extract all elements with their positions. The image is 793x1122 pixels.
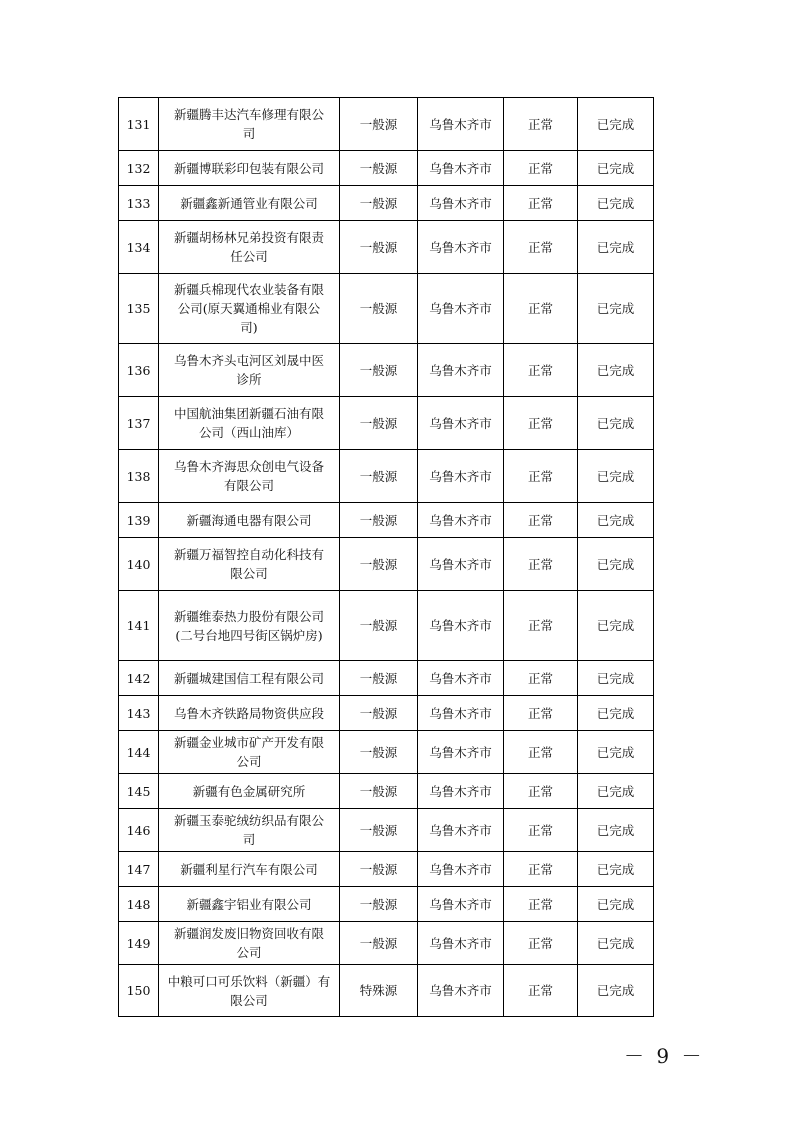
row-number-cell: 134 — [119, 221, 159, 274]
source-type-cell: 特殊源 — [340, 965, 418, 1017]
organization-name-cell: 新疆腾丰达汽车修理有限公 司 — [159, 98, 340, 151]
completion-status-cell: 已完成 — [578, 344, 654, 397]
status-cell: 正常 — [504, 344, 578, 397]
status-cell: 正常 — [504, 887, 578, 922]
table-row — [119, 774, 654, 809]
status-cell: 正常 — [504, 661, 578, 696]
row-number-cell: 135 — [119, 274, 159, 344]
city-cell: 乌鲁木齐市 — [418, 774, 504, 809]
completion-status-cell: 已完成 — [578, 151, 654, 186]
city-cell: 乌鲁木齐市 — [418, 98, 504, 151]
city-cell: 乌鲁木齐市 — [418, 503, 504, 538]
city-cell: 乌鲁木齐市 — [418, 274, 504, 344]
row-number-cell: 142 — [119, 661, 159, 696]
completion-status-cell: 已完成 — [578, 503, 654, 538]
city-cell: 乌鲁木齐市 — [418, 186, 504, 221]
organization-name-cell: 新疆利星行汽车有限公司 — [159, 852, 340, 887]
source-type-cell: 一般源 — [340, 450, 418, 503]
status-cell: 正常 — [504, 503, 578, 538]
source-type-cell: 一般源 — [340, 809, 418, 852]
completion-status-cell: 已完成 — [578, 98, 654, 151]
table-row — [119, 661, 654, 696]
completion-status-cell: 已完成 — [578, 450, 654, 503]
row-number-cell: 148 — [119, 887, 159, 922]
completion-status-cell: 已完成 — [578, 731, 654, 774]
organization-name-cell: 新疆万福智控自动化科技有 限公司 — [159, 538, 340, 591]
table-row — [119, 591, 654, 661]
city-cell: 乌鲁木齐市 — [418, 591, 504, 661]
status-cell: 正常 — [504, 852, 578, 887]
source-type-cell: 一般源 — [340, 922, 418, 965]
source-type-cell: 一般源 — [340, 186, 418, 221]
organization-name-cell: 新疆维泰热力股份有限公司 (二号台地四号街区锅炉房) — [159, 591, 340, 661]
row-number-cell: 141 — [119, 591, 159, 661]
completion-status-cell: 已完成 — [578, 774, 654, 809]
table-row — [119, 503, 654, 538]
source-type-cell: 一般源 — [340, 503, 418, 538]
table-row — [119, 965, 654, 1017]
organization-name-cell: 新疆鑫宇铝业有限公司 — [159, 887, 340, 922]
table-row — [119, 151, 654, 186]
table-row — [119, 221, 654, 274]
status-cell: 正常 — [504, 538, 578, 591]
row-number-cell: 147 — [119, 852, 159, 887]
city-cell: 乌鲁木齐市 — [418, 696, 504, 731]
completion-status-cell: 已完成 — [578, 809, 654, 852]
organization-name-cell: 新疆有色金属研究所 — [159, 774, 340, 809]
table-row — [119, 922, 654, 965]
organization-name-cell: 新疆胡杨林兄弟投资有限责 任公司 — [159, 221, 340, 274]
completion-status-cell: 已完成 — [578, 965, 654, 1017]
completion-status-cell: 已完成 — [578, 852, 654, 887]
row-number-cell: 131 — [119, 98, 159, 151]
organization-name-cell: 新疆博联彩印包装有限公司 — [159, 151, 340, 186]
completion-status-cell: 已完成 — [578, 538, 654, 591]
row-number-cell: 143 — [119, 696, 159, 731]
status-cell: 正常 — [504, 774, 578, 809]
row-number-cell: 149 — [119, 922, 159, 965]
source-type-cell: 一般源 — [340, 696, 418, 731]
source-type-cell: 一般源 — [340, 221, 418, 274]
source-type-cell: 一般源 — [340, 852, 418, 887]
city-cell: 乌鲁木齐市 — [418, 965, 504, 1017]
organization-name-cell: 中粮可口可乐饮料（新疆）有 限公司 — [159, 965, 340, 1017]
row-number-cell: 136 — [119, 344, 159, 397]
source-type-cell: 一般源 — [340, 774, 418, 809]
completion-status-cell: 已完成 — [578, 887, 654, 922]
status-cell: 正常 — [504, 151, 578, 186]
completion-status-cell: 已完成 — [578, 591, 654, 661]
status-cell: 正常 — [504, 696, 578, 731]
organization-name-cell: 新疆玉泰驼绒纺织品有限公 司 — [159, 809, 340, 852]
status-cell: 正常 — [504, 591, 578, 661]
organization-name-cell: 乌鲁木齐海思众创电气设备 有限公司 — [159, 450, 340, 503]
completion-status-cell: 已完成 — [578, 397, 654, 450]
table-row — [119, 696, 654, 731]
row-number-cell: 138 — [119, 450, 159, 503]
table-row — [119, 98, 654, 151]
organization-name-cell: 新疆海通电器有限公司 — [159, 503, 340, 538]
completion-status-cell: 已完成 — [578, 221, 654, 274]
city-cell: 乌鲁木齐市 — [418, 809, 504, 852]
row-number-cell: 146 — [119, 809, 159, 852]
organization-name-cell: 新疆润发废旧物资回收有限 公司 — [159, 922, 340, 965]
organization-name-cell: 新疆城建国信工程有限公司 — [159, 661, 340, 696]
city-cell: 乌鲁木齐市 — [418, 852, 504, 887]
table-row — [119, 186, 654, 221]
table-row — [119, 450, 654, 503]
row-number-cell: 137 — [119, 397, 159, 450]
city-cell: 乌鲁木齐市 — [418, 661, 504, 696]
city-cell: 乌鲁木齐市 — [418, 922, 504, 965]
status-cell: 正常 — [504, 731, 578, 774]
source-type-cell: 一般源 — [340, 887, 418, 922]
city-cell: 乌鲁木齐市 — [418, 731, 504, 774]
status-cell: 正常 — [504, 809, 578, 852]
completion-status-cell: 已完成 — [578, 696, 654, 731]
city-cell: 乌鲁木齐市 — [418, 450, 504, 503]
source-list-table — [118, 97, 654, 1017]
city-cell: 乌鲁木齐市 — [418, 887, 504, 922]
organization-name-cell: 乌鲁木齐头屯河区刘晟中医 诊所 — [159, 344, 340, 397]
table-row — [119, 397, 654, 450]
table-row — [119, 887, 654, 922]
source-type-cell: 一般源 — [340, 151, 418, 186]
source-type-cell: 一般源 — [340, 591, 418, 661]
city-cell: 乌鲁木齐市 — [418, 221, 504, 274]
source-type-cell: 一般源 — [340, 344, 418, 397]
city-cell: 乌鲁木齐市 — [418, 151, 504, 186]
organization-name-cell: 新疆鑫新通管业有限公司 — [159, 186, 340, 221]
table-body — [119, 98, 654, 1017]
completion-status-cell: 已完成 — [578, 661, 654, 696]
status-cell: 正常 — [504, 922, 578, 965]
source-type-cell: 一般源 — [340, 538, 418, 591]
organization-name-cell: 乌鲁木齐铁路局物资供应段 — [159, 696, 340, 731]
table-row — [119, 852, 654, 887]
row-number-cell: 145 — [119, 774, 159, 809]
status-cell: 正常 — [504, 965, 578, 1017]
row-number-cell: 133 — [119, 186, 159, 221]
row-number-cell: 139 — [119, 503, 159, 538]
source-type-cell: 一般源 — [340, 98, 418, 151]
table-row — [119, 809, 654, 852]
table-row — [119, 344, 654, 397]
status-cell: 正常 — [504, 397, 578, 450]
page-number: － 9 － — [624, 1044, 705, 1068]
status-cell: 正常 — [504, 450, 578, 503]
table-row — [119, 731, 654, 774]
source-type-cell: 一般源 — [340, 731, 418, 774]
status-cell: 正常 — [504, 221, 578, 274]
table-row — [119, 274, 654, 344]
city-cell: 乌鲁木齐市 — [418, 538, 504, 591]
city-cell: 乌鲁木齐市 — [418, 344, 504, 397]
table-row — [119, 538, 654, 591]
organization-name-cell: 新疆兵棉现代农业装备有限 公司(原天翼通棉业有限公 司) — [159, 274, 340, 344]
status-cell: 正常 — [504, 186, 578, 221]
row-number-cell: 150 — [119, 965, 159, 1017]
organization-name-cell: 中国航油集团新疆石油有限 公司（西山油库） — [159, 397, 340, 450]
source-type-cell: 一般源 — [340, 661, 418, 696]
row-number-cell: 144 — [119, 731, 159, 774]
completion-status-cell: 已完成 — [578, 274, 654, 344]
source-type-cell: 一般源 — [340, 397, 418, 450]
organization-name-cell: 新疆金业城市矿产开发有限 公司 — [159, 731, 340, 774]
completion-status-cell: 已完成 — [578, 186, 654, 221]
status-cell: 正常 — [504, 98, 578, 151]
completion-status-cell: 已完成 — [578, 922, 654, 965]
source-type-cell: 一般源 — [340, 274, 418, 344]
city-cell: 乌鲁木齐市 — [418, 397, 504, 450]
row-number-cell: 132 — [119, 151, 159, 186]
row-number-cell: 140 — [119, 538, 159, 591]
status-cell: 正常 — [504, 274, 578, 344]
